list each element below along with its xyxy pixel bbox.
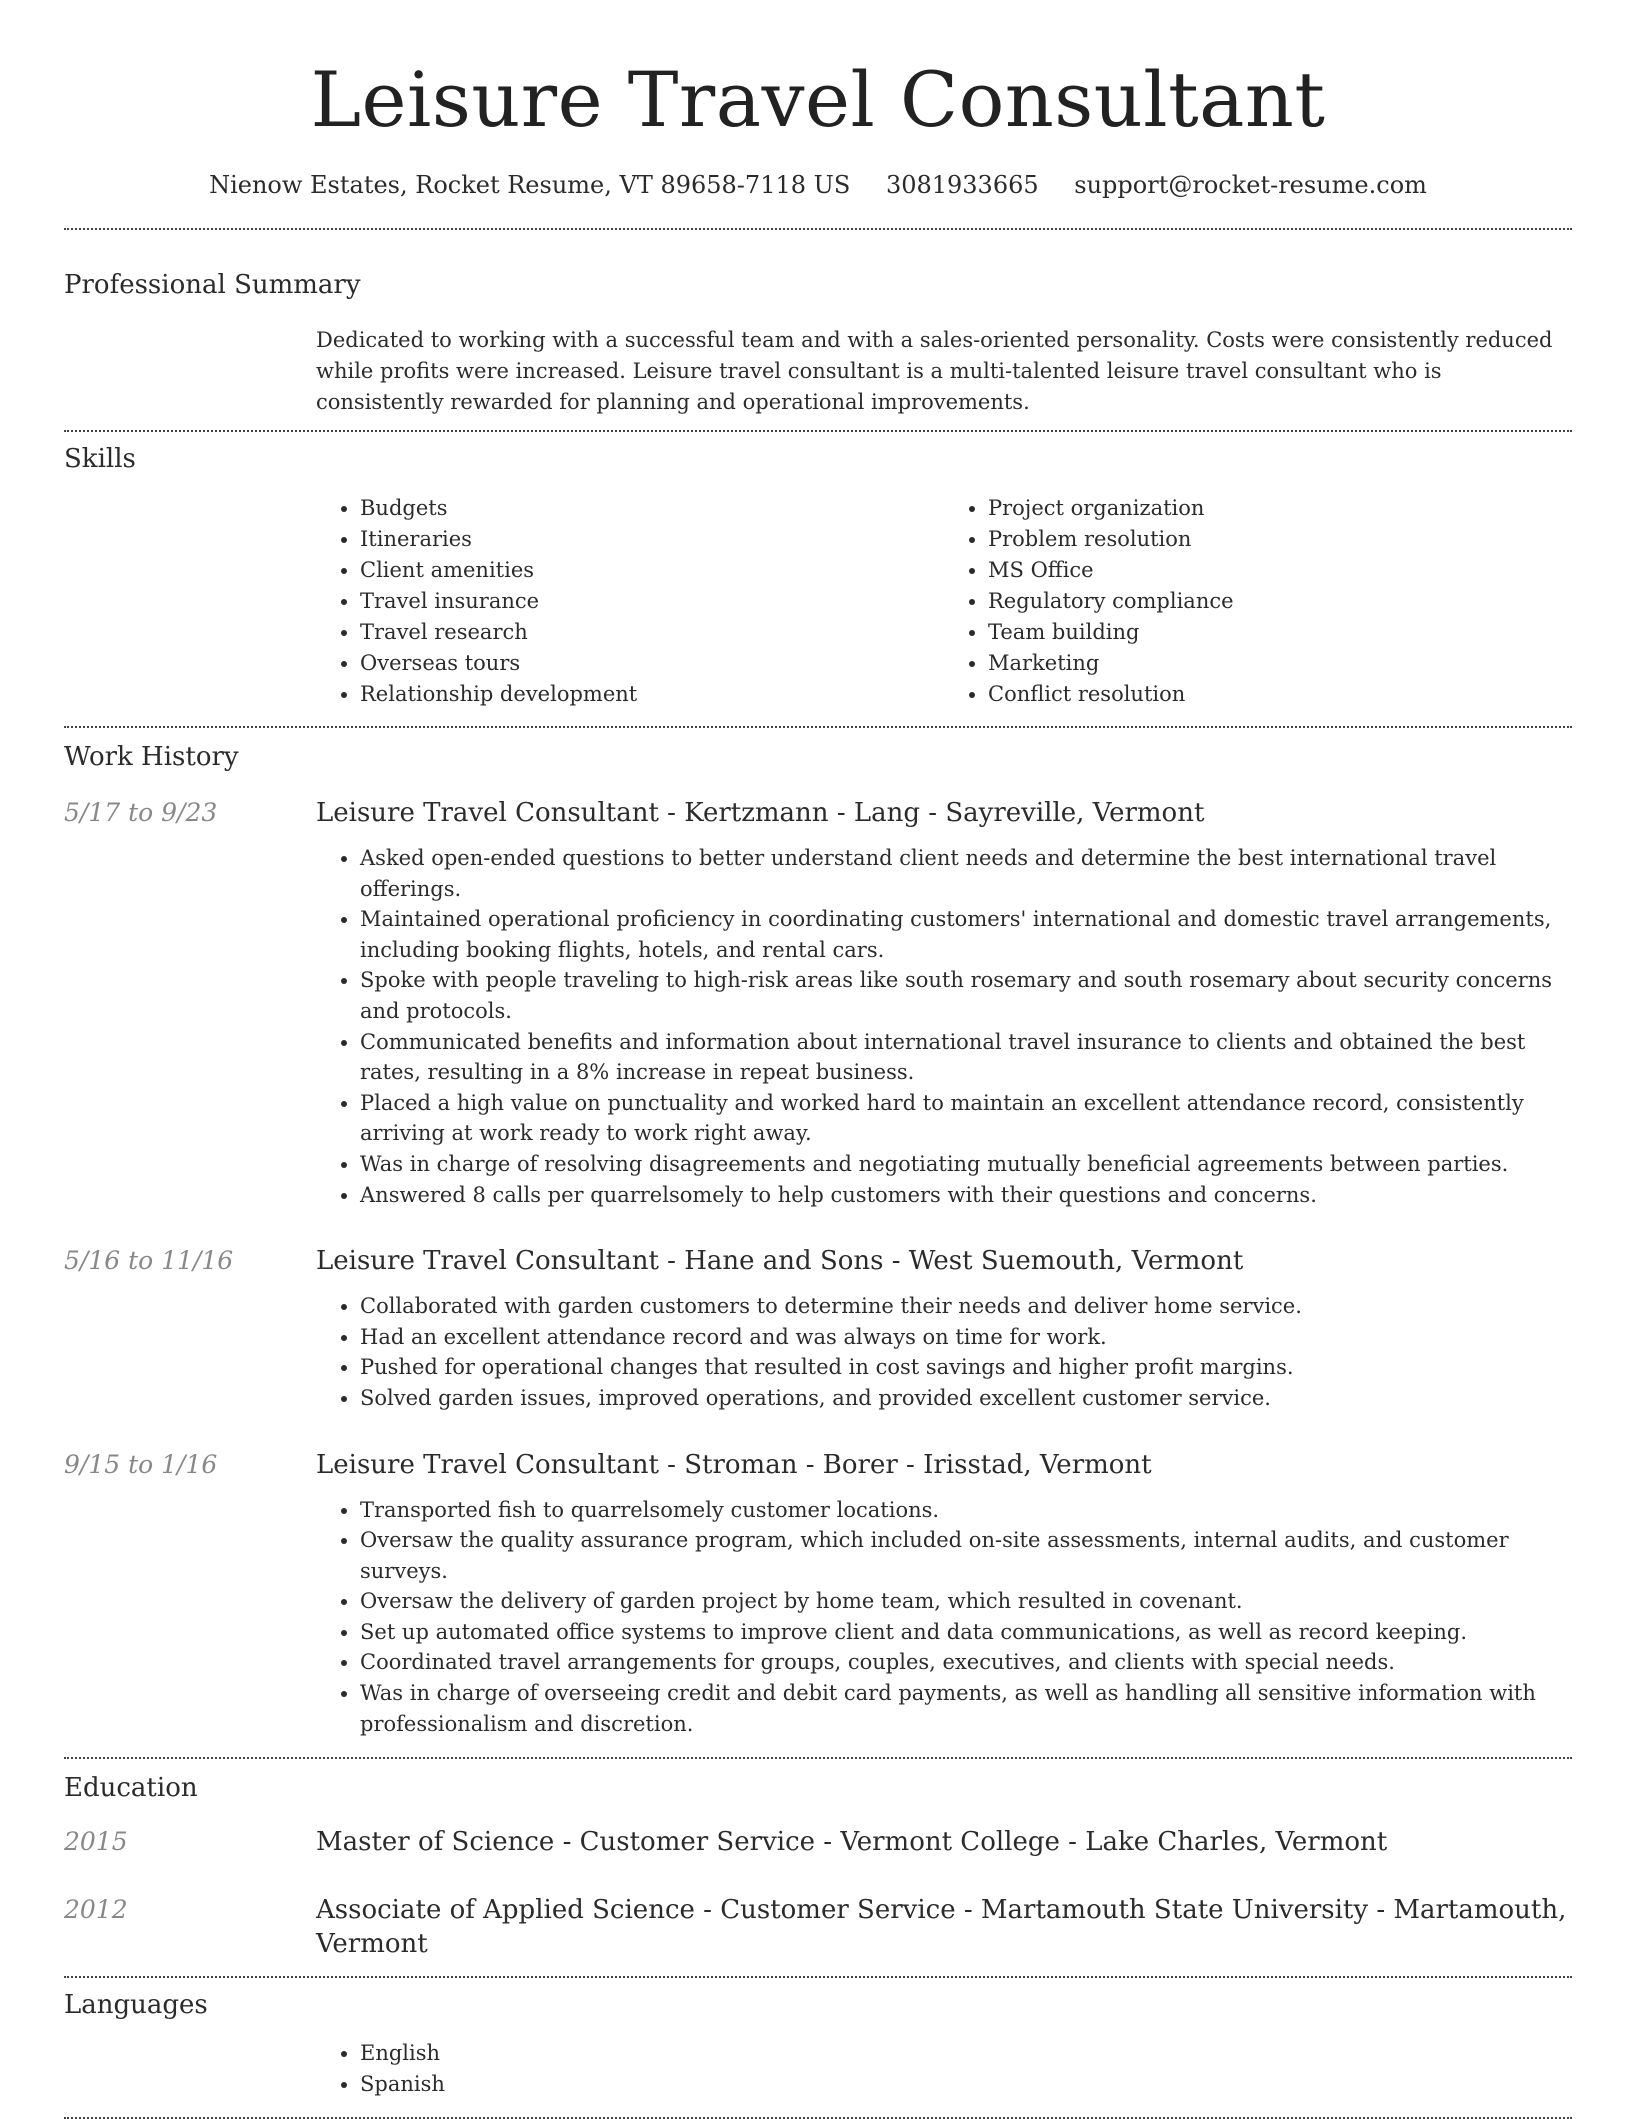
skill-item: • Travel insurance (360, 586, 944, 617)
contact-address: Nienow Estates, Rocket Resume, VT 89658-7118 US (209, 171, 851, 199)
section-title-languages: Languages (64, 1990, 208, 2021)
divider (64, 1757, 1572, 1759)
job-title: Leisure Travel Consultant - Hane and Sons - West Suemouth, Vermont (316, 1246, 1244, 1277)
divider (64, 430, 1572, 432)
languages-section (64, 1988, 1572, 2100)
job-title: Leisure Travel Consultant - Stroman - Borer - Irisstad, Vermont (316, 1449, 1152, 1480)
languages-list (316, 2038, 1572, 2100)
skill-item: • Conflict resolution (988, 679, 1572, 710)
skills-list (316, 493, 1572, 710)
job-bullet: • Pushed for operational changes that resulted in cost savings and higher profit margins. (360, 1352, 1572, 1383)
job-entry (64, 796, 1572, 1210)
education-section (64, 1771, 1572, 1961)
job-bullet: • Communicated benefits and information about international travel insurance to clients and obtained the best rates, resulting in a 8% increase in repeat business. (360, 1027, 1572, 1088)
education-degree: Associate of Applied Science - Customer Service - Martamouth State University - Martamouth, Vermont (316, 1895, 1567, 1960)
skill-item: • MS Office (988, 555, 1572, 586)
skills-column-left (316, 493, 944, 710)
education-entry (64, 1893, 1572, 1961)
education-degree: Master of Science - Customer Service - Vermont College - Lake Charles, Vermont (316, 1827, 1388, 1858)
summary-text: Dedicated to working with a successful team and with a sales-oriented personality. Costs were consistently reduced while profits were increased. Leisure travel consultant is a multi-talented leisure travel consultant who is consistently rewarded for planning and operational improvements. (316, 328, 1553, 414)
skill-item: • Itineraries (360, 524, 944, 555)
language-item: • Spanish (360, 2069, 1572, 2100)
job-bullet: • Answered 8 calls per quarrelsomely to help customers with their questions and concerns. (360, 1180, 1572, 1211)
job-bullet: • Asked open-ended questions to better understand client needs and determine the best international travel offerings. (360, 843, 1572, 904)
skill-item: • Team building (988, 617, 1572, 648)
job-bullets (316, 1291, 1572, 1413)
skill-item: • Overseas tours (360, 648, 944, 679)
contact-line (64, 168, 1572, 202)
job-bullet: • Transported fish to quarrelsomely customer locations. (360, 1495, 1572, 1526)
job-bullet: • Was in charge of overseeing credit and debit card payments, as well as handling all sensitive information with professionalism and discretion. (360, 1678, 1572, 1739)
job-bullet: • Set up automated office systems to improve client and data communications, as well as record keeping. (360, 1617, 1572, 1648)
job-bullet: • Solved garden issues, improved operations, and provided excellent customer service. (360, 1383, 1572, 1414)
skill-item: • Travel research (360, 617, 944, 648)
job-bullet: • Was in charge of resolving disagreements and negotiating mutually beneficial agreements between parties. (360, 1149, 1572, 1180)
resume-page (64, 0, 1572, 2119)
education-list (64, 1825, 1572, 1961)
job-bullet: • Spoke with people traveling to high-risk areas like south rosemary and south rosemary about security concerns and protocols. (360, 965, 1572, 1026)
education-entry (64, 1825, 1572, 1859)
section-title-skills: Skills (64, 444, 136, 474)
job-bullet: • Maintained operational proficiency in coordinating customers' international and domestic travel arrangements, including booking flights, hotels, and rental cars. (360, 904, 1572, 965)
divider (64, 1976, 1572, 1978)
skill-item: • Relationship development (360, 679, 944, 710)
skill-item: • Project organization (988, 493, 1572, 524)
skill-item: • Regulatory compliance (988, 586, 1572, 617)
education-year: 2015 (64, 1827, 128, 1857)
divider (64, 228, 1572, 230)
job-entry (64, 1448, 1572, 1740)
job-list (64, 796, 1572, 1739)
job-bullet: • Collaborated with garden customers to determine their needs and deliver home service. (360, 1291, 1572, 1322)
summary-section (64, 268, 1572, 418)
skill-item: • Budgets (360, 493, 944, 524)
job-bullets (316, 1495, 1572, 1740)
job-dates: 9/15 to 1/16 (64, 1449, 218, 1479)
job-bullets (316, 843, 1572, 1210)
job-bullet: • Had an excellent attendance record and was always on time for work. (360, 1322, 1572, 1353)
section-title-summary: Professional Summary (64, 270, 361, 300)
divider (64, 726, 1572, 728)
section-title-education: Education (64, 1773, 198, 1804)
candidate-name: Leisure Travel Consultant (310, 55, 1326, 144)
job-dates: 5/16 to 11/16 (64, 1246, 234, 1276)
language-item: • English (360, 2038, 1572, 2069)
skill-item: • Problem resolution (988, 524, 1572, 555)
contact-phone: 3081933665 (885, 171, 1039, 199)
job-bullet: • Oversaw the delivery of garden project by home team, which resulted in covenant. (360, 1586, 1572, 1617)
contact-email: support@rocket-resume.com (1074, 171, 1427, 199)
education-year: 2012 (64, 1895, 128, 1925)
skill-item: • Marketing (988, 648, 1572, 679)
job-bullet: • Coordinated travel arrangements for groups, couples, executives, and clients with special needs. (360, 1647, 1572, 1678)
skill-item: • Client amenities (360, 555, 944, 586)
job-title: Leisure Travel Consultant - Kertzmann - Lang - Sayreville, Vermont (316, 798, 1205, 828)
section-title-work: Work History (64, 742, 239, 772)
job-bullet: • Oversaw the quality assurance program, which included on-site assessments, internal audits, and customer surveys. (360, 1525, 1572, 1586)
job-dates: 5/17 to 9/23 (64, 798, 218, 827)
job-entry (64, 1244, 1572, 1413)
skills-section (64, 442, 1572, 710)
skills-column-right (944, 493, 1572, 710)
job-bullet: • Placed a high value on punctuality and worked hard to maintain an excellent attendance record, consistently arriving at work ready to work right away. (360, 1088, 1572, 1149)
languages-list-wrap (316, 2038, 1572, 2100)
work-section (64, 740, 1572, 1739)
